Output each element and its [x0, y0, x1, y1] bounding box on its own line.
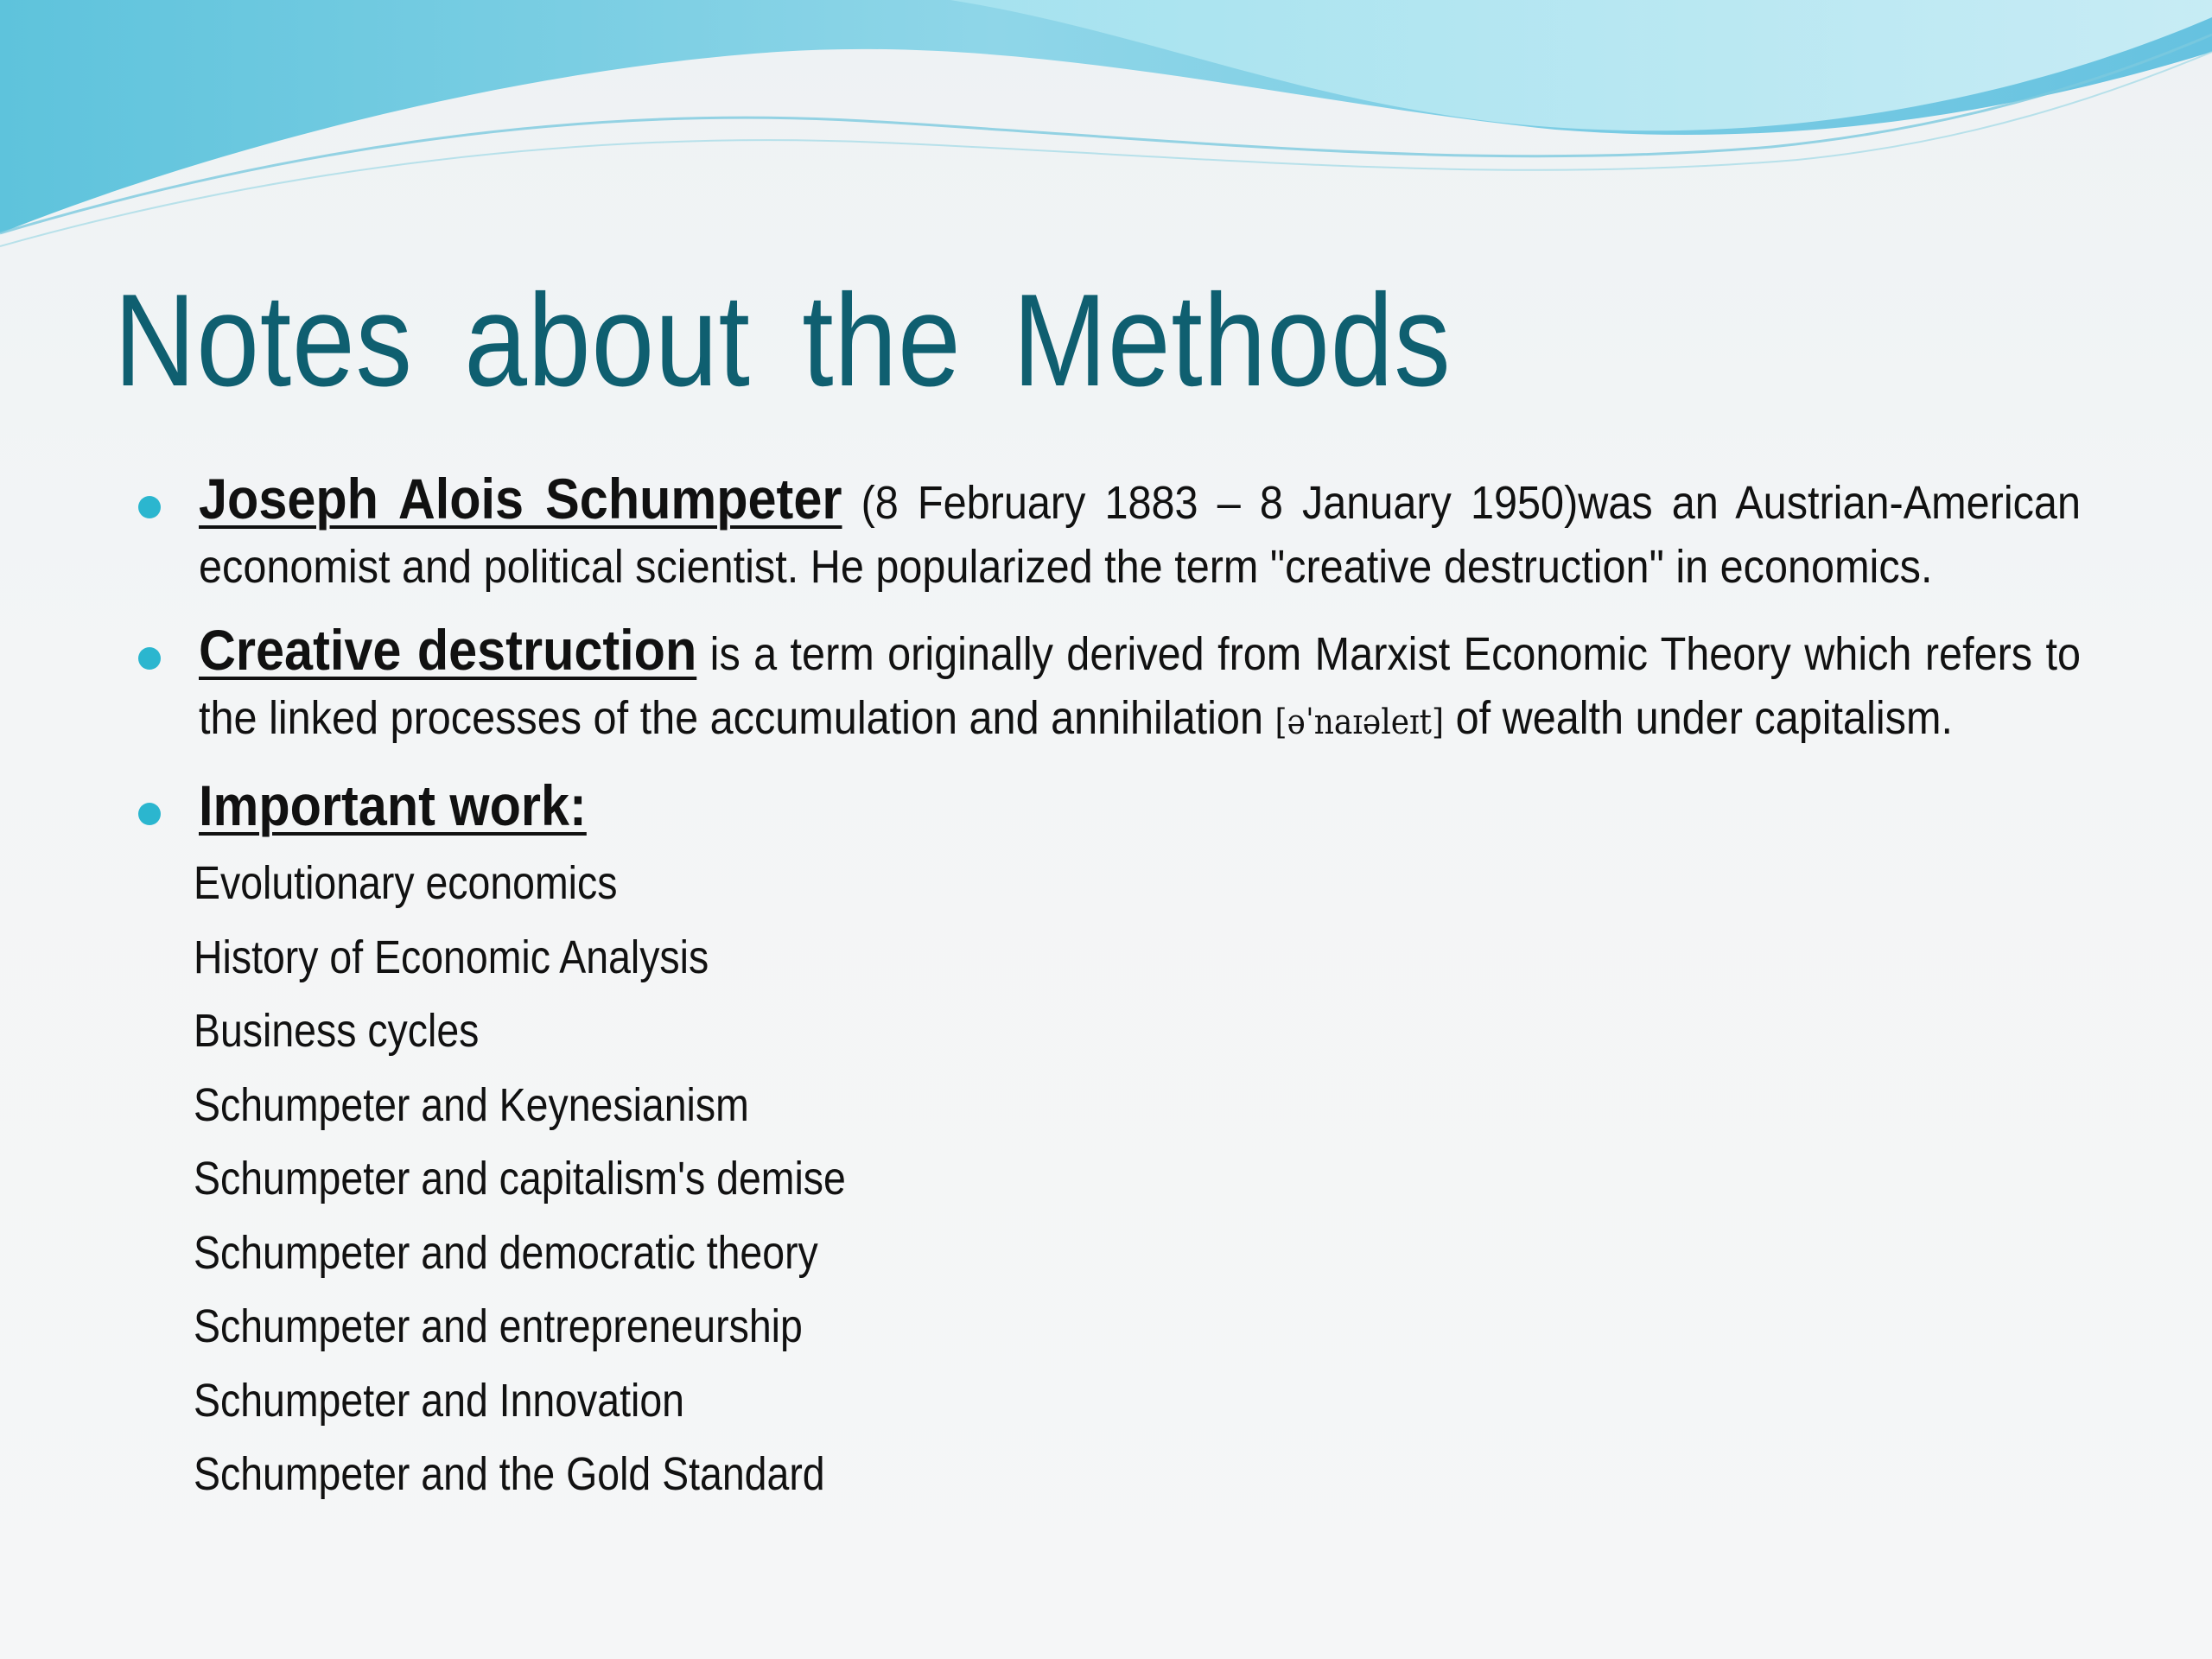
bullet-list — [138, 467, 2081, 861]
bullet-dot-icon — [138, 647, 161, 670]
list-item: Schumpeter and Keynesianism — [194, 1078, 749, 1131]
term-schumpeter: Joseph Alois Schumpeter — [199, 467, 842, 531]
slide-title: Notes about the Methods — [114, 267, 1452, 414]
schumpeter-description: (8 February 1883 – 8 January 1950)was an Austrian-American economist and political scientist. He popularized the term "creative destruction" in economics. — [199, 477, 2081, 593]
bullet-schumpeter — [138, 467, 2081, 599]
bullet-dot-icon — [138, 496, 161, 518]
list-item: Schumpeter and Innovation — [194, 1374, 684, 1427]
bullet-text — [199, 467, 2081, 599]
bullet-creative-destruction — [138, 618, 2081, 754]
bullet-important-work — [138, 773, 2074, 842]
creative-destruction-description: is a term originally derived from Marxist Economic Theory which refers to the linked processes of the accumulation and annihilation — [199, 628, 2081, 744]
header-wave-decoration — [0, 0, 2212, 276]
bullet-dot-icon — [138, 803, 161, 825]
important-works-list — [194, 847, 952, 1512]
list-item: History of Economic Analysis — [194, 931, 709, 983]
term-important-work: Important work: — [199, 773, 587, 837]
list-item: Schumpeter and democratic theory — [194, 1226, 818, 1279]
bullet-text — [199, 773, 2081, 842]
list-item: Evolutionary economics — [194, 857, 618, 909]
list-item: Schumpeter and the Gold Standard — [194, 1448, 825, 1500]
term-creative-destruction: Creative destruction — [199, 618, 697, 682]
list-item: Schumpeter and entrepreneurship — [194, 1300, 803, 1352]
list-item: Schumpeter and capitalism's demise — [194, 1153, 846, 1205]
list-item: Business cycles — [194, 1005, 480, 1057]
ipa-pronunciation: [əˈnaɪəleɪt] — [1274, 702, 1445, 742]
creative-destruction-description-end: of wealth under capitalism. — [1444, 692, 1953, 744]
bullet-text — [199, 618, 2081, 754]
